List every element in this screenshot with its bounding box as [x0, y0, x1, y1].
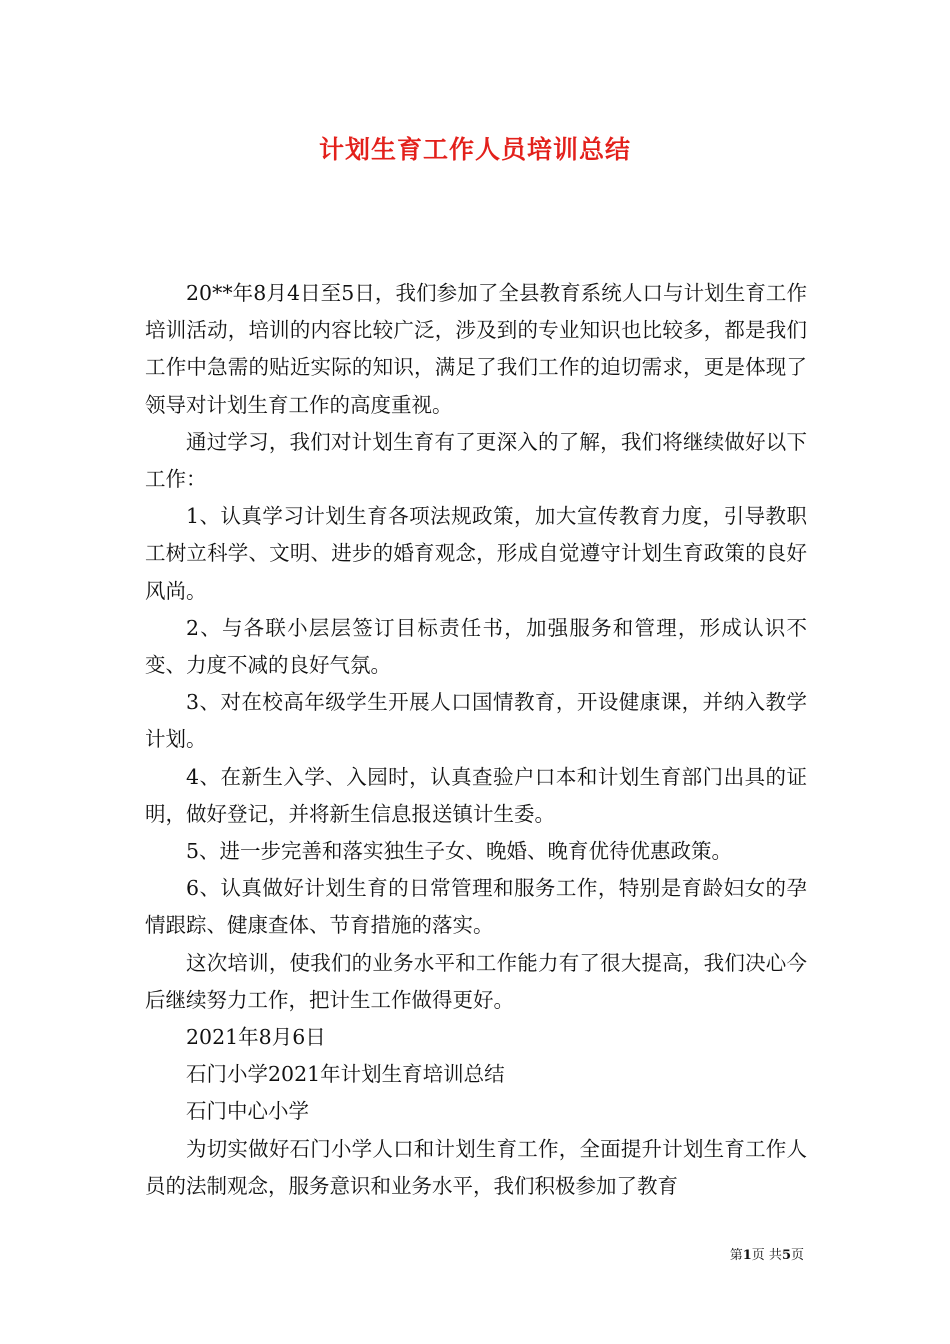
paragraph: 3、对在校高年级学生开展人口国情教育，开设健康课，并纳入教学计划。: [145, 690, 807, 752]
current-page-number: 1: [742, 1248, 752, 1263]
document-title: 计划生育工作人员培训总结: [318, 135, 631, 164]
paragraph: 为切实做好石门小学人口和计划生育工作，全面提升计划生育工作人员的法制观念，服务意识和业务水平，我们积极参加了教育: [145, 1136, 807, 1198]
paragraph: 1、认真学习计划生育各项法规政策，加大宣传教育力度，引导教职工树立科学、文明、进步的婚育观念，形成自觉遵守计划生育政策的良好风尚。: [145, 504, 807, 603]
total-pages-number: 5: [781, 1248, 791, 1263]
paragraph: 5、进一步完善和落实独生子女、晚婚、晚育优待优惠政策。: [186, 839, 733, 864]
document-body: [145, 275, 807, 1205]
paragraph: 这次培训，使我们的业务水平和工作能力有了很大提高，我们决心今后继续努力工作，把计生工作做得更好。: [145, 950, 807, 1012]
subtitle-line: 石门小学2021年计划生育培训总结: [186, 1062, 505, 1087]
paragraph: 6、认真做好计划生育的日常管理和服务工作，特别是育龄妇女的孕情跟踪、健康查体、节育措施的落实。: [145, 876, 807, 938]
paragraph: 4、在新生入学、入园时，认真查验户口本和计划生育部门出具的证明，做好登记，并将新生信息报送镇计生委。: [145, 764, 807, 826]
paragraph: 20**年8月4日至5日，我们参加了全县教育系统人口与计划生育工作培训活动，培训的内容比较广泛，涉及到的专业知识也比较多，都是我们工作中急需的贴近实际的知识，满足了我们工作的迫切需求，更是体现了领导对计划生育工作的高度重视。: [145, 281, 807, 417]
footer-middle: 页 共: [751, 1248, 782, 1263]
paragraph: 通过学习，我们对计划生育有了更深入的了解，我们将继续做好以下工作：: [145, 429, 807, 492]
page-number-footer: [730, 1247, 804, 1265]
footer-suffix: 页: [790, 1248, 804, 1263]
date-line: 2021年8月6日: [186, 1025, 326, 1050]
school-name-line: 石门中心小学: [186, 1099, 309, 1124]
footer-prefix: 第: [729, 1248, 743, 1263]
paragraph: 2、与各联小层层签订目标责任书，加强服务和管理，形成认识不变、力度不减的良好气氛。: [145, 615, 807, 678]
